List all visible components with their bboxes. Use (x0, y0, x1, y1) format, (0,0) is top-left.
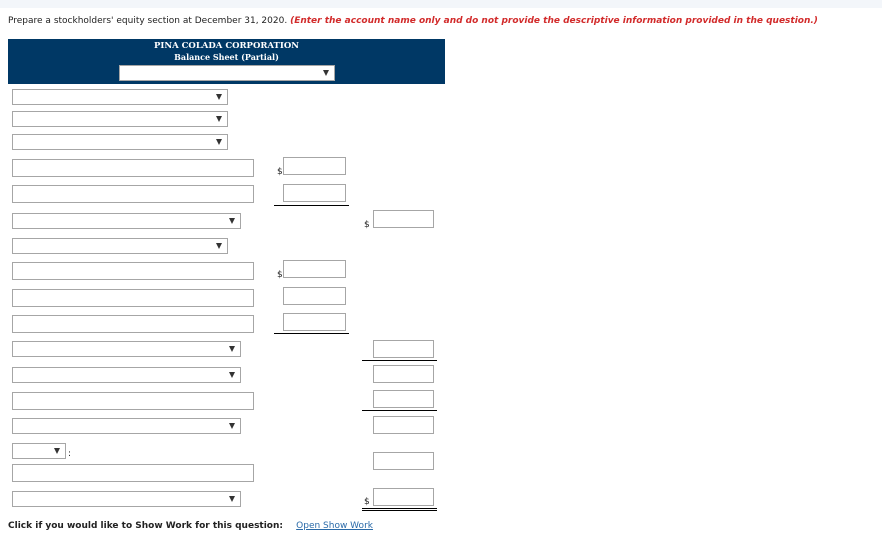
double-rule-top (362, 508, 437, 509)
instruction-note: (Enter the account name only and do not provide the descriptive information provided in the question.) (290, 16, 818, 26)
triangle-down-icon (216, 116, 222, 122)
triangle-down-icon (323, 70, 329, 76)
amount-input-4[interactable] (283, 287, 346, 305)
total-input-2[interactable] (373, 340, 434, 358)
account-name-input-1[interactable] (12, 159, 254, 177)
triangle-down-icon (229, 346, 235, 352)
triangle-down-icon (54, 448, 60, 454)
instructions (8, 16, 818, 26)
dollar-sign: $ (277, 270, 283, 280)
triangle-down-icon (216, 94, 222, 100)
triangle-down-icon (229, 372, 235, 378)
total-input-6[interactable] (373, 452, 434, 470)
account-select-2[interactable] (12, 111, 228, 127)
account-select-7[interactable] (12, 367, 241, 383)
date-select[interactable] (119, 65, 335, 81)
grand-total-input[interactable] (373, 488, 434, 506)
dollar-sign: $ (364, 220, 370, 230)
subtotal-rule (274, 333, 349, 334)
triangle-down-icon (216, 243, 222, 249)
total-rule (362, 360, 437, 361)
double-rule-bottom (362, 510, 437, 511)
account-select-5[interactable] (12, 238, 228, 254)
small-select[interactable] (12, 443, 66, 459)
account-name-input-4[interactable] (12, 289, 254, 307)
statement-title: Balance Sheet (Partial) (174, 52, 279, 62)
account-name-input-6[interactable] (12, 392, 254, 410)
triangle-down-icon (216, 139, 222, 145)
triangle-down-icon (229, 496, 235, 502)
account-select-6[interactable] (12, 341, 241, 357)
statement-header (8, 39, 445, 84)
show-work-prompt: Click if you would like to Show Work for this question: (8, 521, 283, 531)
total-rule (362, 410, 437, 411)
company-name: PINA COLADA CORPORATION (153, 41, 300, 51)
dollar-sign: $ (364, 497, 370, 507)
dollar-sign: $ (277, 167, 283, 177)
account-name-input-5[interactable] (12, 315, 254, 333)
total-input-1[interactable] (373, 210, 434, 228)
total-input-3[interactable] (373, 365, 434, 383)
colon-label: : (68, 449, 72, 459)
top-strip (0, 0, 882, 8)
amount-input-1[interactable] (283, 157, 346, 175)
account-name-input-7[interactable] (12, 464, 254, 482)
instruction-text: Prepare a stockholders' equity section at December 31, 2020. (8, 16, 288, 26)
total-input-4[interactable] (373, 390, 434, 408)
account-select-9[interactable] (12, 491, 241, 507)
account-name-input-3[interactable] (12, 262, 254, 280)
show-work-footer (8, 521, 373, 531)
account-select-3[interactable] (12, 134, 228, 150)
triangle-down-icon (229, 218, 235, 224)
account-select-4[interactable] (12, 213, 241, 229)
open-show-work-link[interactable]: Open Show Work (296, 521, 373, 531)
account-select-1[interactable] (12, 89, 228, 105)
account-select-8[interactable] (12, 418, 241, 434)
subtotal-rule (274, 205, 349, 206)
amount-input-2[interactable] (283, 184, 346, 202)
amount-input-5[interactable] (283, 313, 346, 331)
amount-input-3[interactable] (283, 260, 346, 278)
account-name-input-2[interactable] (12, 185, 254, 203)
total-input-5[interactable] (373, 416, 434, 434)
triangle-down-icon (229, 423, 235, 429)
